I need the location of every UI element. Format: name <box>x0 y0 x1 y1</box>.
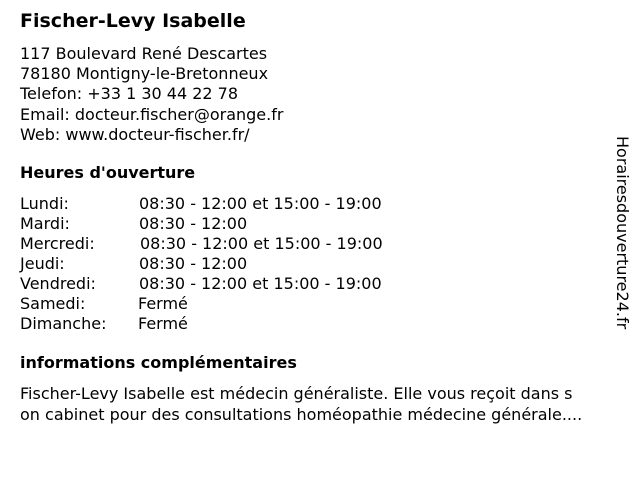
day-label: Vendredi: <box>20 274 96 293</box>
site-watermark: Horairesdouverture24.fr <box>613 136 632 330</box>
additional-info-text <box>20 383 630 425</box>
day-label: Lundi: <box>20 194 69 213</box>
day-label: Mardi: <box>20 214 70 233</box>
day-label: Jeudi: <box>20 254 65 273</box>
opening-hours-heading: Heures d'ouverture <box>20 163 196 182</box>
time-value: 08:30 - 12:00 <box>139 254 248 273</box>
business-name: Fischer-Levy Isabelle <box>20 10 246 32</box>
additional-info-heading: informations complémentaires <box>20 353 297 372</box>
email-address: Email: docteur.fischer@orange.fr <box>20 104 284 124</box>
contact-block <box>20 44 283 145</box>
website-address: Web: www.docteur-fischer.fr/ <box>20 124 250 144</box>
time-value: Fermé <box>138 314 188 333</box>
time-value: Fermé <box>138 294 188 313</box>
day-label: Mercredi: <box>20 234 95 253</box>
phone-number: Telefon: +33 1 30 44 22 78 <box>20 84 239 104</box>
info-line: Fischer-Levy Isabelle est médecin généraliste. Elle vous reçoit dans s <box>20 384 573 403</box>
time-value: 08:30 - 12:00 et 15:00 - 19:00 <box>140 234 383 253</box>
time-value: 08:30 - 12:00 et 15:00 - 19:00 <box>139 194 382 213</box>
address-street: 117 Boulevard René Descartes <box>20 44 268 63</box>
time-value: 08:30 - 12:00 et 15:00 - 19:00 <box>139 274 382 293</box>
time-value: 08:30 - 12:00 <box>139 214 248 233</box>
day-label: Samedi: <box>20 294 86 313</box>
address-city: 78180 Montigny-le-Bretonneux <box>20 64 269 84</box>
info-line: on cabinet pour des consultations homéopathie médecine générale.... <box>20 405 583 424</box>
day-label: Dimanche: <box>20 314 107 333</box>
